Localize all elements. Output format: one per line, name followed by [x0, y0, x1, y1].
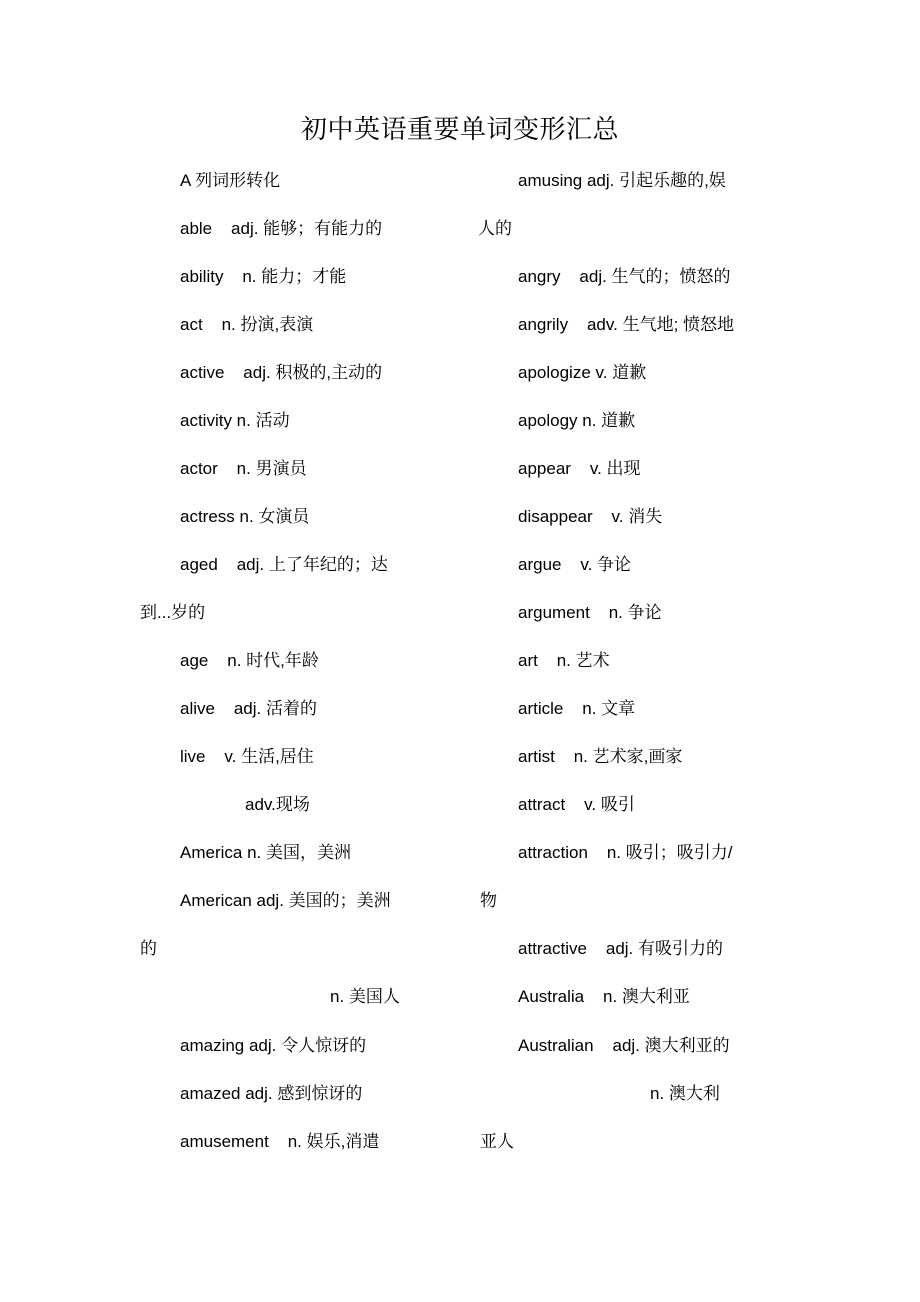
left-line-2: ability n. 能力；才能: [180, 267, 347, 286]
left-line-13: adv.现场: [245, 795, 310, 814]
right-line-1: 人的: [478, 219, 512, 238]
left-line-11: alive adj. 活着的: [180, 699, 317, 718]
left-line-10: age n. 时代,年龄: [180, 651, 319, 670]
left-line-1: able adj. 能够；有能力的: [180, 219, 383, 238]
right-line-0: amusing adj. 引起乐趣的,娱: [518, 171, 726, 190]
left-line-20: amusement n. 娱乐,消遣: [180, 1132, 380, 1151]
right-line-18: Australian adj. 澳大利亚的: [518, 1036, 730, 1055]
right-line-13: attract v. 吸引: [518, 795, 635, 814]
right-line-5: apology n. 道歉: [518, 411, 636, 430]
right-line-10: art n. 艺术: [518, 651, 610, 670]
right-line-15: 物: [480, 891, 497, 910]
right-line-20: 亚人: [480, 1132, 514, 1151]
left-line-0: A 列词形转化: [180, 171, 281, 190]
left-line-7: actress n. 女演员: [180, 507, 310, 526]
right-line-11: article n. 文章: [518, 699, 636, 718]
right-line-4: apologize v. 道歉: [518, 363, 647, 382]
left-line-8: aged adj. 上了年纪的；达: [180, 555, 388, 574]
left-line-3: act n. 扮演,表演: [180, 315, 314, 334]
right-line-6: appear v. 出现: [518, 459, 641, 478]
left-line-5: activity n. 活动: [180, 411, 290, 430]
right-line-14: attraction n. 吸引；吸引力/: [518, 843, 733, 862]
right-line-17: Australia n. 澳大利亚: [518, 987, 690, 1006]
left-line-14: America n. 美国，美洲: [180, 843, 351, 862]
left-line-18: amazing adj. 令人惊讶的: [180, 1036, 367, 1055]
left-line-17: n. 美国人: [330, 987, 400, 1006]
right-line-12: artist n. 艺术家,画家: [518, 747, 683, 766]
left-line-16: 的: [140, 939, 157, 958]
right-line-7: disappear v. 消失: [518, 507, 663, 526]
left-line-15: American adj. 美国的；美洲: [180, 891, 391, 910]
right-line-16: attractive adj. 有吸引力的: [518, 939, 723, 958]
left-line-12: live v. 生活,居住: [180, 747, 314, 766]
right-line-9: argument n. 争论: [518, 603, 662, 622]
left-line-6: actor n. 男演员: [180, 459, 307, 478]
left-line-9: 到...岁的: [140, 603, 206, 622]
right-line-8: argue v. 争论: [518, 555, 632, 574]
left-line-4: active adj. 积极的,主动的: [180, 363, 383, 382]
right-line-2: angry adj. 生气的；愤怒的: [518, 267, 731, 286]
left-line-19: amazed adj. 感到惊讶的: [180, 1084, 363, 1103]
right-line-3: angrily adv. 生气地; 愤怒地: [518, 315, 735, 334]
page-title: 初中英语重要单词变形汇总: [300, 115, 619, 144]
right-line-19: n. 澳大利: [650, 1084, 720, 1103]
